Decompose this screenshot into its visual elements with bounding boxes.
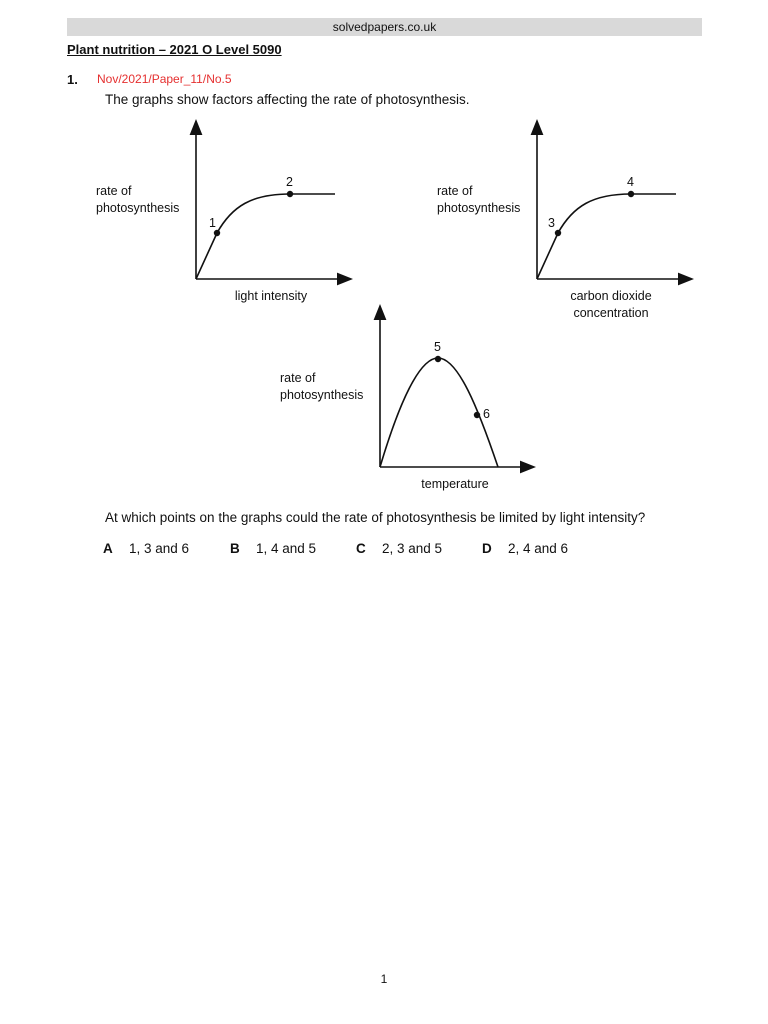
- graph3-x-label: temperature: [421, 477, 489, 491]
- graph3-curve: [380, 358, 498, 467]
- option-d-text: 2, 4 and 6: [508, 541, 569, 556]
- option-d-letter: D: [482, 541, 492, 556]
- page-number: 1: [380, 972, 388, 986]
- graph1-curve: [196, 194, 335, 279]
- graph2-point-3: [555, 230, 561, 236]
- graph3-point-6-label: 6: [483, 407, 490, 421]
- graph3-point-5-label: 5: [434, 340, 441, 354]
- option-b-text: 1, 4 and 5: [256, 541, 317, 556]
- photosynthesis-graphs: [0, 0, 768, 500]
- graph1-point-2-label: 2: [286, 175, 293, 189]
- option-c-letter: C: [356, 541, 366, 556]
- graph2-x-label: carbon dioxide concentration: [570, 289, 652, 320]
- question-reference: Nov/2021/Paper_11/No.5: [97, 72, 232, 86]
- question-number: 1.: [67, 72, 78, 87]
- graph3-point-5: [435, 356, 441, 362]
- graph2-point-3-label: 3: [548, 216, 555, 230]
- site-name: solvedpapers.co.uk: [332, 20, 437, 34]
- option-a-letter: A: [103, 541, 113, 556]
- question-stem: The graphs show factors affecting the rate of photosynthesis.: [105, 92, 470, 107]
- document-title: Plant nutrition – 2021 O Level 5090: [67, 42, 282, 57]
- option-a[interactable]: [103, 541, 189, 556]
- option-b-letter: B: [230, 541, 240, 556]
- question-prompt: At which points on the graphs could the rate of photosynthesis be limited by light intensity?: [105, 510, 646, 525]
- graph1-point-1-label: 1: [209, 216, 216, 230]
- graph1-x-label: light intensity: [234, 289, 308, 303]
- graph1-point-1: [214, 230, 220, 236]
- option-a-text: 1, 3 and 6: [129, 541, 190, 556]
- option-c-text: 2, 3 and 5: [382, 541, 443, 556]
- graph1-y-label: rate of photosynthesis: [96, 184, 180, 215]
- graph3-point-6: [474, 412, 480, 418]
- graph3-y-label: rate of photosynthesis: [280, 371, 364, 402]
- graph1-point-2: [287, 191, 293, 197]
- graph2-curve: [537, 194, 676, 279]
- option-b[interactable]: [230, 541, 316, 556]
- option-d[interactable]: [482, 541, 568, 556]
- option-c[interactable]: [356, 541, 442, 556]
- graph2-point-4-label: 4: [627, 175, 634, 189]
- graph2-point-4: [628, 191, 634, 197]
- graph2-y-label: rate of photosynthesis: [437, 184, 521, 215]
